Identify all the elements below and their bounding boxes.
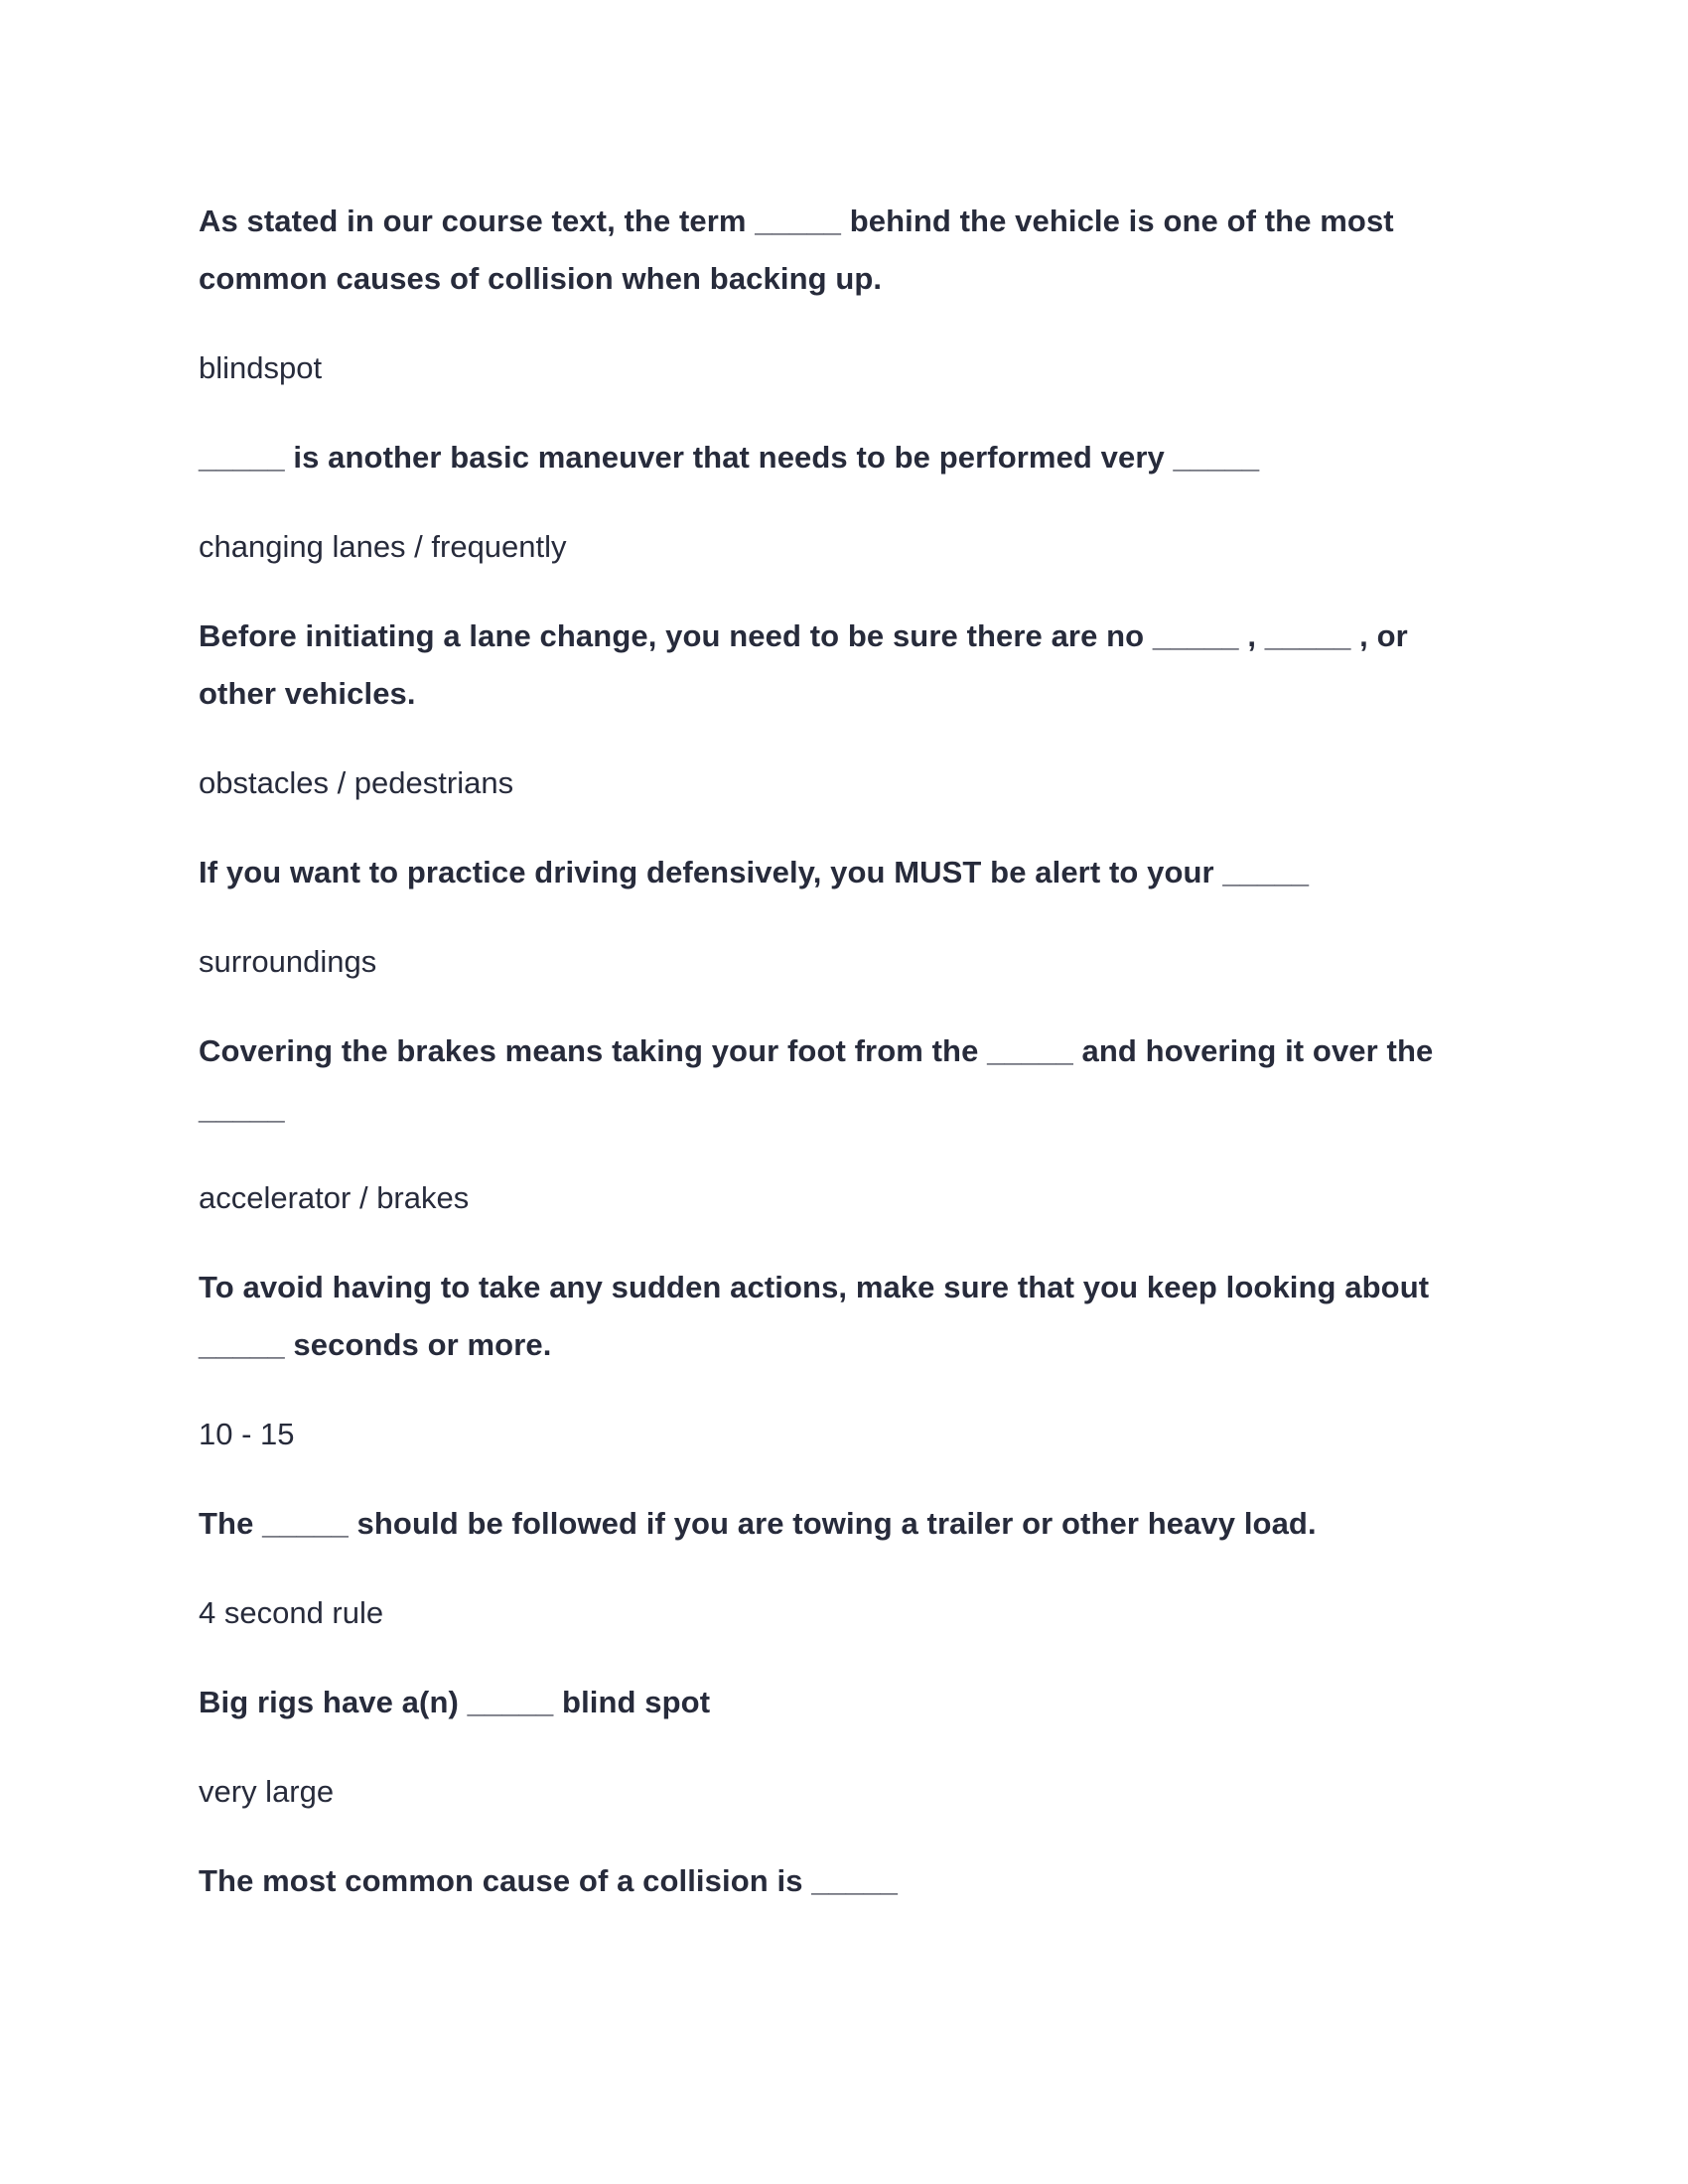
question-text: Covering the brakes means taking your foot from the _____ and hovering it over the _____: [199, 1033, 1434, 1126]
question-text: If you want to practice driving defensively, you MUST be alert to your _____: [199, 855, 1310, 889]
answer-text: changing lanes / frequently: [199, 529, 567, 564]
flashcard-4: [199, 844, 1489, 991]
question-text: The _____ should be followed if you are towing a trailer or other heavy load.: [199, 1506, 1317, 1541]
question-text: Before initiating a lane change, you need to be sure there are no _____ , _____ , or other vehicles.: [199, 618, 1408, 711]
flashcard-document: [199, 193, 1489, 1910]
flashcard-3: [199, 608, 1489, 812]
answer-text: 4 second rule: [199, 1595, 384, 1630]
answer-text: blindspot: [199, 350, 323, 385]
flashcard-2: [199, 429, 1489, 576]
flashcard-7: [199, 1495, 1489, 1642]
question-text: As stated in our course text, the term _____ behind the vehicle is one of the most common causes of collision when backing up.: [199, 204, 1394, 296]
question-text: _____ is another basic maneuver that needs to be performed very _____: [199, 440, 1260, 475]
answer-text: accelerator / brakes: [199, 1180, 470, 1215]
answer-text: surroundings: [199, 944, 377, 979]
question-text: Big rigs have a(n) _____ blind spot: [199, 1685, 711, 1719]
flashcard-9: [199, 1852, 1489, 1910]
flashcard-5: [199, 1023, 1489, 1227]
flashcard-6: [199, 1259, 1489, 1463]
answer-text: 10 - 15: [199, 1417, 295, 1451]
question-text: The most common cause of a collision is _____: [199, 1863, 898, 1898]
answer-text: obstacles / pedestrians: [199, 765, 514, 800]
flashcard-1: [199, 193, 1489, 397]
question-text: To avoid having to take any sudden actions, make sure that you keep looking about _____ seconds or more.: [199, 1270, 1430, 1362]
answer-text: very large: [199, 1774, 335, 1809]
flashcard-8: [199, 1674, 1489, 1821]
